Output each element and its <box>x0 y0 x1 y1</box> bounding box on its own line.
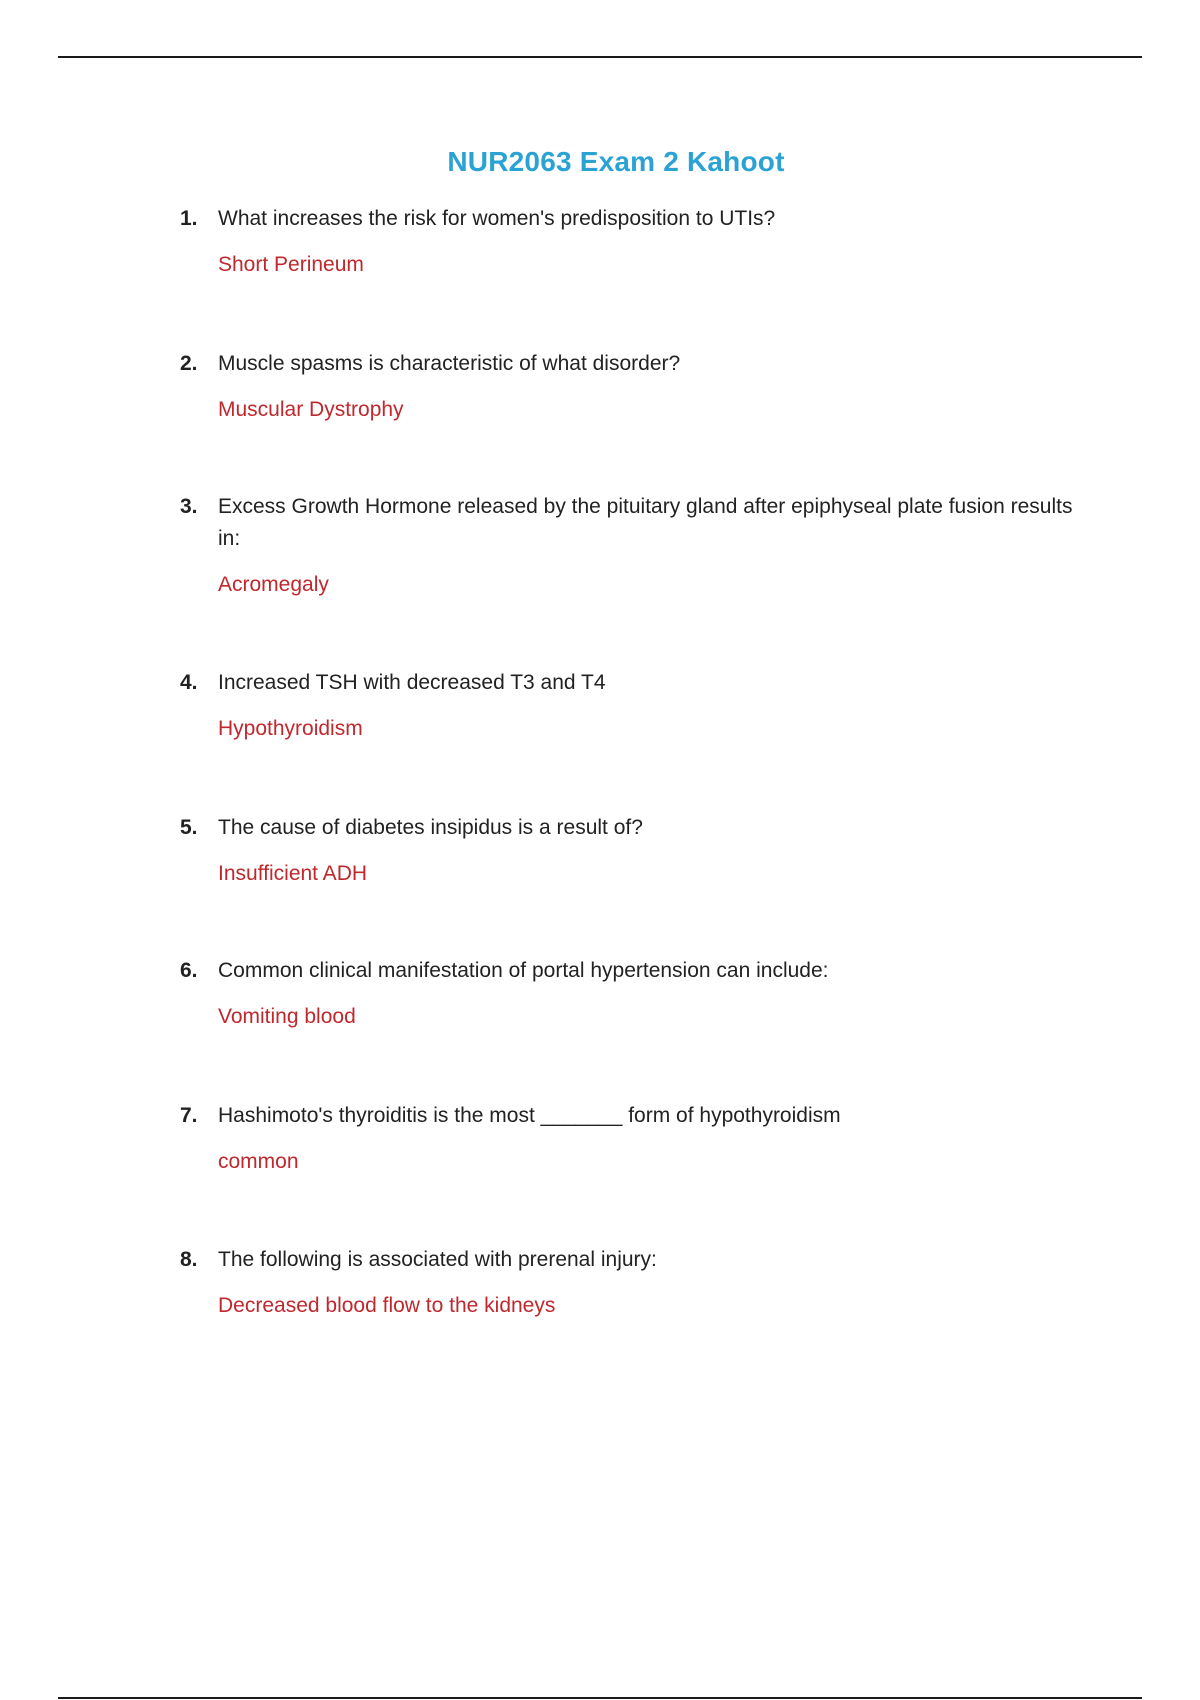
question-text: Common clinical manifestation of portal hypertension can include: <box>218 959 829 982</box>
question-number: 7. <box>180 1104 198 1127</box>
question-number: 8. <box>180 1248 198 1271</box>
header-rule <box>58 56 1142 58</box>
question-number: 4. <box>180 671 198 694</box>
question-number: 3. <box>180 495 198 518</box>
question-number: 5. <box>180 816 198 839</box>
question-text: The cause of diabetes insipidus is a result of? <box>218 816 643 839</box>
question-3 <box>180 491 1080 599</box>
question-7 <box>180 1100 1080 1176</box>
question-8 <box>180 1244 1080 1320</box>
answer-text: common <box>218 1150 299 1173</box>
question-6 <box>180 955 1080 1031</box>
question-number: 6. <box>180 959 198 982</box>
answer-text: Acromegaly <box>218 573 329 596</box>
question-text: What increases the risk for women's predisposition to UTIs? <box>218 207 776 230</box>
question-text: The following is associated with prerenal injury: <box>218 1248 657 1271</box>
document-title: NUR2063 Exam 2 Kahoot <box>447 146 785 177</box>
question-2 <box>180 348 1080 424</box>
question-text: Increased TSH with decreased T3 and T4 <box>218 671 606 694</box>
question-1 <box>180 203 1080 279</box>
question-number: 2. <box>180 352 198 375</box>
question-text: Excess Growth Hormone released by the pituitary gland after epiphyseal plate fusion results in: <box>218 495 1073 550</box>
footer-rule <box>58 1697 1142 1699</box>
question-number: 1. <box>180 207 198 230</box>
question-5 <box>180 812 1080 888</box>
answer-text: Short Perineum <box>218 253 364 276</box>
answer-text: Vomiting blood <box>218 1005 356 1028</box>
question-text: Muscle spasms is characteristic of what disorder? <box>218 352 681 375</box>
answer-text: Muscular Dystrophy <box>218 398 404 421</box>
answer-text: Decreased blood flow to the kidneys <box>218 1294 556 1317</box>
answer-text: Insufficient ADH <box>218 862 368 885</box>
question-4 <box>180 667 1080 743</box>
question-text: Hashimoto's thyroiditis is the most _______ form of hypothyroidism <box>218 1104 841 1127</box>
answer-text: Hypothyroidism <box>218 717 363 740</box>
